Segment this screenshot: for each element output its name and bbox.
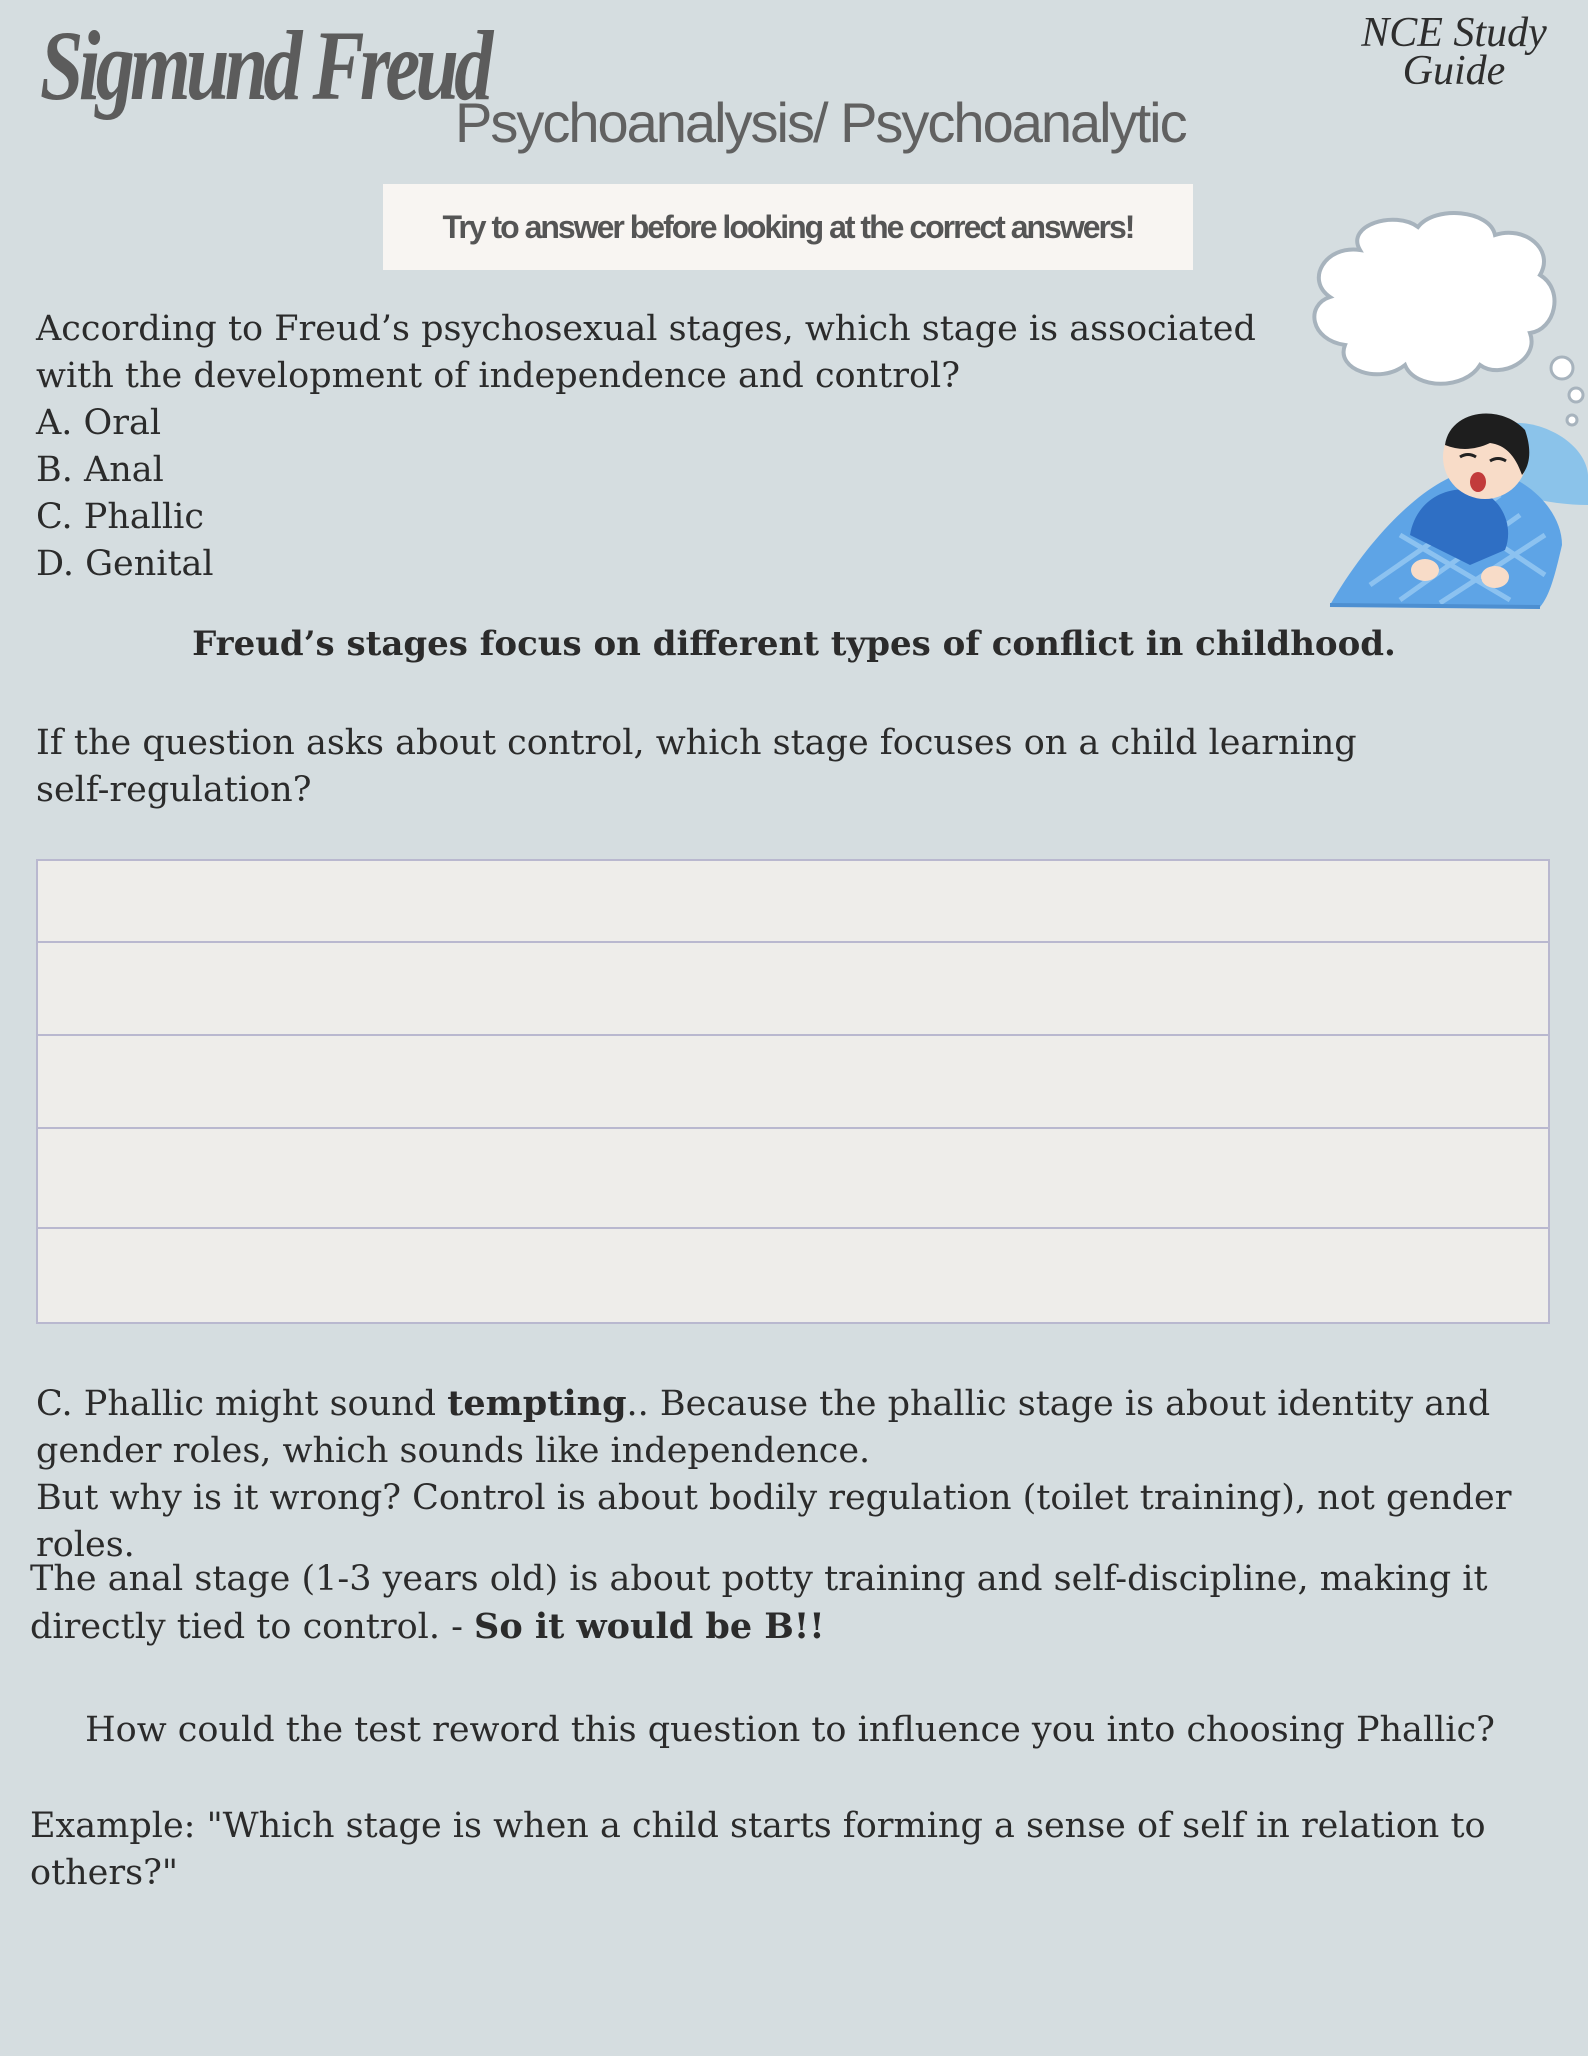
explanation-emphasis: tempting — [447, 1383, 627, 1424]
answer-line — [38, 941, 1548, 943]
correct-answer-text — [30, 1556, 1530, 1651]
signature-logo: Sigmund Freud — [40, 10, 489, 121]
explanation-line2: But why is it wrong? Control is about bodily regulation (toilet training), not gender roles. — [36, 1478, 1512, 1565]
page-subtitle: Psychoanalysis/ Psychoanalytic — [455, 91, 1186, 154]
answer-line — [38, 1034, 1548, 1036]
option-c: C. Phallic — [36, 497, 204, 537]
corner-title-line1: NCE Study — [1361, 10, 1547, 56]
instruction-banner-text: Try to answer before looking at the correct answers! — [442, 208, 1134, 245]
answer-conclusion: So it would be B!! — [474, 1606, 825, 1647]
instruction-banner — [383, 184, 1193, 270]
answer-line — [38, 1127, 1548, 1129]
hint-text: Freud’s stages focus on different types of conflict in childhood. — [192, 624, 1396, 664]
answer-line — [38, 1227, 1548, 1229]
sleeping-boy-illustration — [1300, 205, 1588, 615]
option-a: A. Oral — [36, 403, 162, 443]
explanation-line1 — [36, 1380, 1566, 1475]
answer-writing-box[interactable] — [36, 859, 1550, 1324]
explanation-before: C. Phallic might sound — [36, 1384, 448, 1424]
question-stem: According to Freud’s psychosexual stages, which stage is associated with the development of independence and control? — [36, 309, 1256, 396]
answer-explanation: The anal stage (1-3 years old) is about potty training and self-discipline, making it directly tied to control. - — [30, 1559, 1488, 1647]
example-question: Example: "Which stage is when a child starts forming a sense of self in relation to others?" — [30, 1806, 1486, 1893]
corner-title-line2: Guide — [1402, 48, 1506, 94]
thought-bubble-icon — [1314, 213, 1583, 425]
question-block — [36, 306, 1296, 588]
phallic-explanation — [36, 1380, 1566, 1569]
reword-question: How could the test reword this question to influence you into choosing Phallic? — [85, 1710, 1495, 1750]
option-d: D. Genital — [36, 544, 214, 584]
corner-title — [1344, 10, 1564, 94]
option-b: B. Anal — [36, 450, 164, 490]
explanation-after: .. Because the phallic stage is about identity and gender roles, which sounds like independence. — [36, 1384, 1491, 1471]
self-regulation-prompt: If the question asks about control, which stage focuses on a child learning self-regulation? — [36, 723, 1357, 810]
